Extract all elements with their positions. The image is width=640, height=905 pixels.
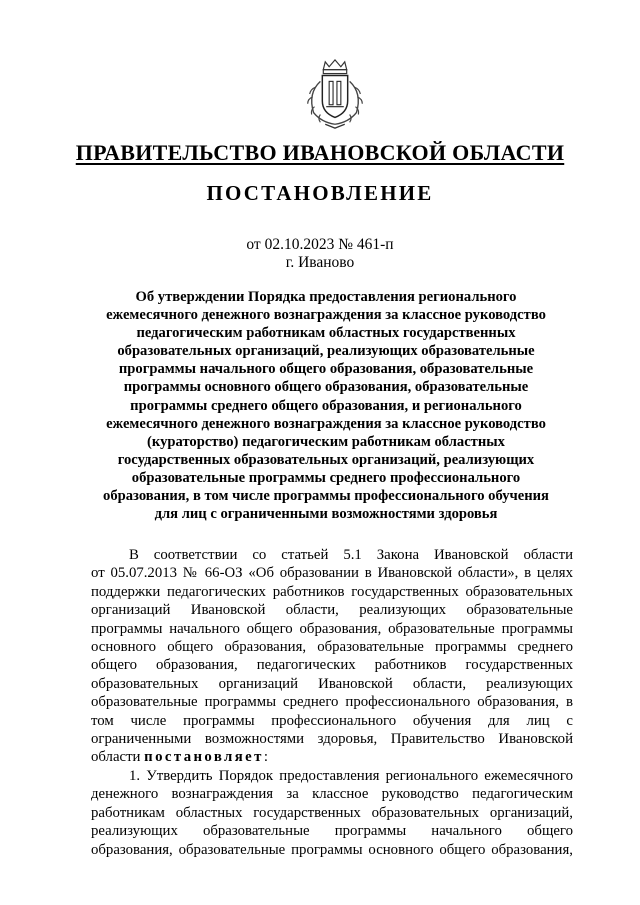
preamble-line: основного общего образования, образовательные программы среднего	[91, 639, 573, 656]
decree-word: постановляет	[144, 749, 264, 766]
item-1-line: 1. Утвердить Порядок предоставления регионального ежемесячного	[129, 767, 573, 784]
preamble-line: образовательных организаций Ивановской области, реализующих	[91, 675, 573, 692]
document-body	[91, 546, 573, 859]
document-date-number: от 02.10.2023 № 461-п	[246, 236, 394, 253]
coat-of-arms-icon	[296, 56, 374, 134]
subject-line: педагогическим работникам областных государственных	[136, 325, 516, 342]
decree-colon: :	[263, 749, 268, 766]
subject-line: ежемесячного денежного вознаграждения за классное руководство	[106, 307, 546, 324]
document-city: г. Иваново	[285, 254, 355, 271]
government-title: ПРАВИТЕЛЬСТВО ИВАНОВСКОЙ ОБЛАСТИ	[75, 140, 565, 165]
preamble-line: общего образования, педагогических работников государственных	[91, 657, 573, 674]
item-1-line: реализующих образовательные программы начального общего	[91, 823, 573, 840]
item-1-line: работникам областных государственных образовательных организаций,	[91, 804, 573, 821]
subject-line: для лиц с ограниченными возможностями здоровья	[154, 506, 498, 523]
preamble-line: организаций Ивановской области, реализующих образовательные	[91, 602, 573, 619]
subject-line: государственных образовательных организаций, реализующих	[117, 451, 535, 468]
preamble-line: от 05.07.2013 № 66-ОЗ «Об образовании в Ивановской области», в целях	[91, 565, 573, 582]
subject-line: (кураторство) педагогическим работникам областных	[147, 433, 505, 450]
preamble-line: поддержки педагогических работников государственных образовательных	[91, 583, 573, 600]
subject-line: образовательные программы среднего профессионального	[131, 469, 521, 486]
document-type-heading: ПОСТАНОВЛЕНИЕ	[206, 181, 434, 205]
document-subject	[92, 288, 560, 523]
subject-line: Об утверждении Порядка предоставления регионального	[135, 289, 517, 305]
preamble-line: том числе программы профессионального обучения для лиц с	[91, 712, 573, 729]
preamble-line: ограниченными возможностями здоровья, Правительство Ивановской	[91, 731, 573, 748]
coat-of-arms-emblem	[296, 56, 374, 134]
subject-line: программы начального общего образования, образовательные	[118, 361, 534, 378]
item-1-line: образования, образовательные программы основного общего образования,	[91, 841, 573, 858]
preamble-line: образовательные программы среднего профессионального образования, в	[91, 694, 573, 711]
decree-line	[91, 748, 573, 766]
subject-line: образовательных организаций, реализующих образовательные	[117, 343, 535, 360]
subject-line: программы основного общего образования, образовательные	[123, 379, 529, 396]
preamble-line: программы начального общего образования, образовательные программы	[91, 620, 573, 637]
subject-line: ежемесячного денежного вознаграждения за классное руководство	[106, 415, 546, 432]
preamble-line: В соответствии со статьей 5.1 Закона Ивановской области	[129, 547, 573, 563]
subject-line: программы среднего общего образования, и регионального	[130, 397, 522, 414]
decree-prefix: области	[91, 749, 145, 766]
subject-line: образования, в том числе программы профессионального обучения	[103, 488, 549, 505]
item-1-line: денежного вознаграждения за классное руководство педагогическим	[91, 786, 573, 803]
